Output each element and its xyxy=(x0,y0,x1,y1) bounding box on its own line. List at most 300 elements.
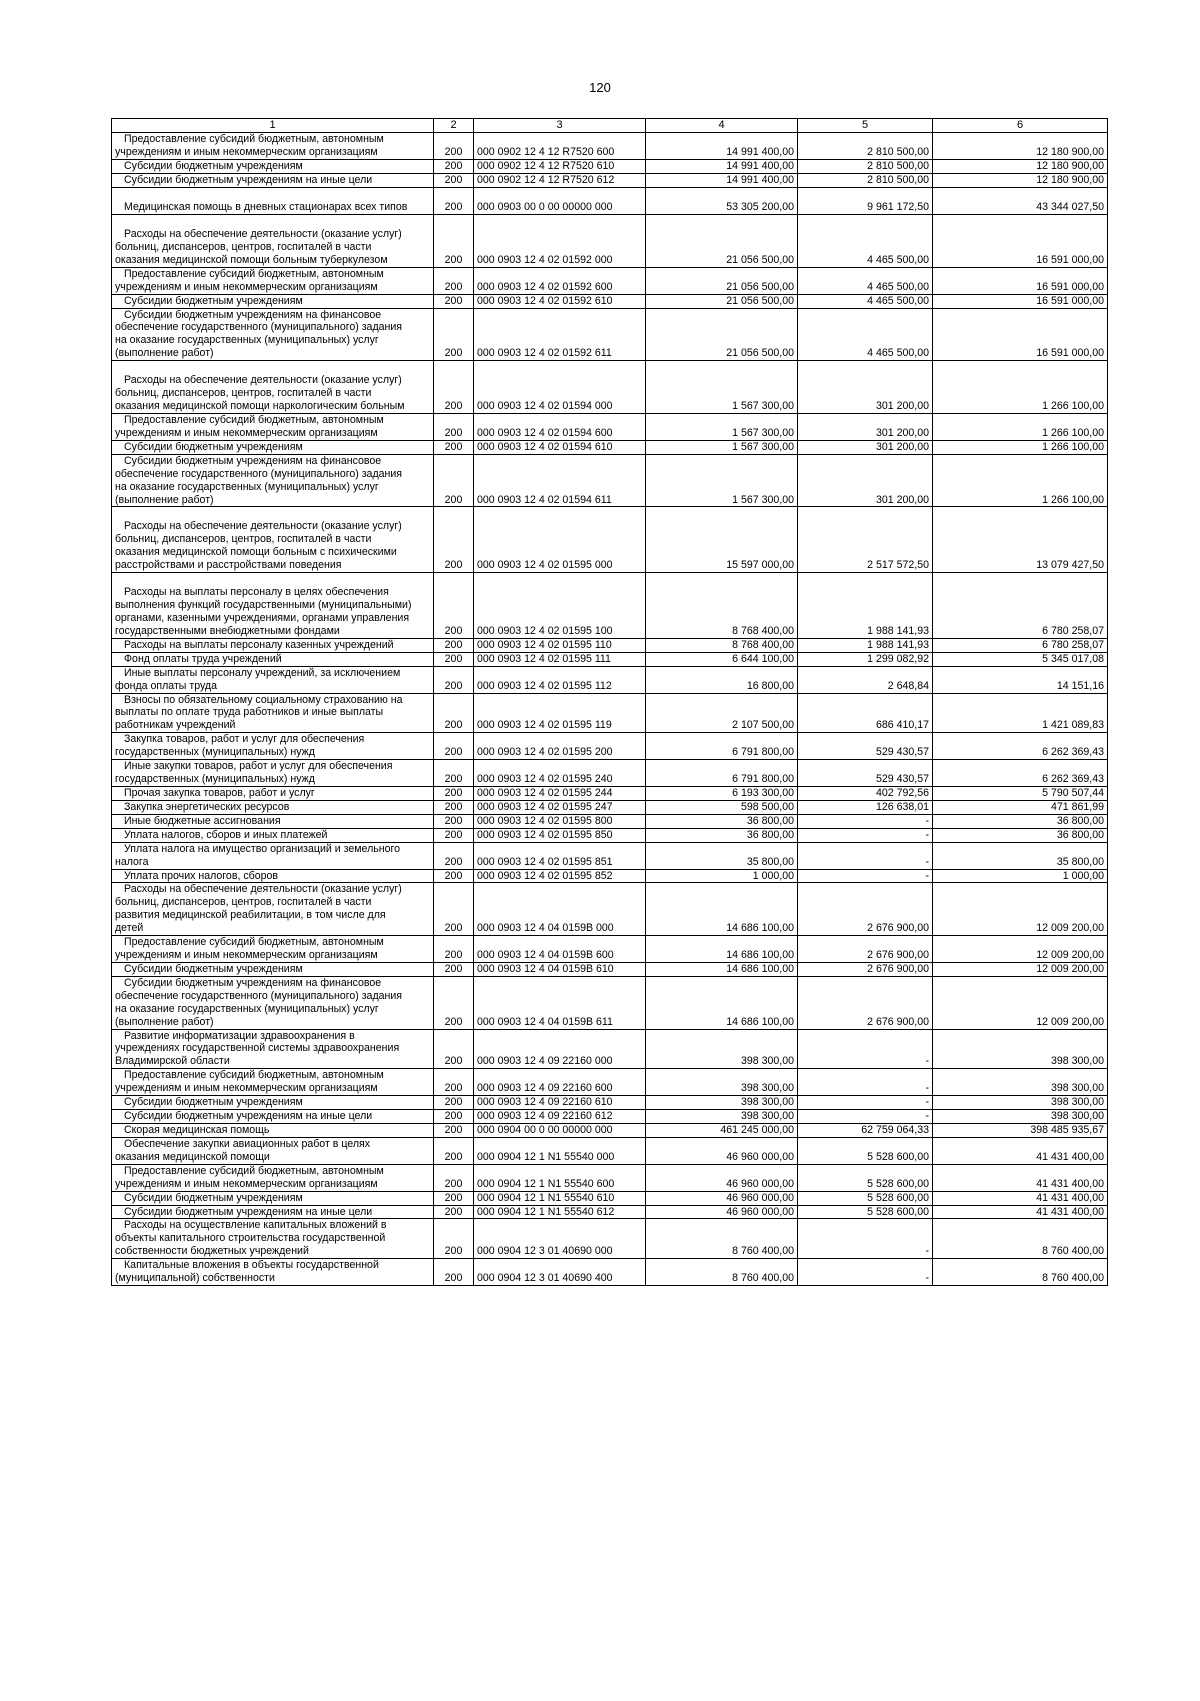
row-unexecuted-amount: 16 591 000,00 xyxy=(933,215,1108,268)
row-executed-amount: 4 465 500,00 xyxy=(798,267,933,294)
row-classification-code: 000 0904 00 0 00 00000 000 xyxy=(474,1124,646,1138)
table-body xyxy=(112,133,1108,1286)
row-unexecuted-amount: 6 262 369,43 xyxy=(933,733,1108,760)
row-description-line: Субсидии бюджетным учреждениям xyxy=(124,1191,303,1204)
row-description xyxy=(112,1096,434,1110)
row-description-line: оказания медицинской помощи больным туберкулезом xyxy=(115,253,388,266)
row-classification-code: 000 0903 12 4 02 01595 850 xyxy=(474,828,646,842)
row-classification-code: 000 0902 12 4 12 R7520 610 xyxy=(474,160,646,174)
row-description-line: Субсидии бюджетным учреждениям на финансовое xyxy=(124,976,382,989)
row-approved-amount: 14 991 400,00 xyxy=(646,160,798,174)
row-code: 200 xyxy=(434,666,474,693)
row-description-line: собственности бюджетных учреждений xyxy=(115,1245,309,1258)
row-code: 200 xyxy=(434,936,474,963)
row-unexecuted-amount: 12 180 900,00 xyxy=(933,133,1108,160)
row-executed-amount: 5 528 600,00 xyxy=(798,1164,933,1191)
row-unexecuted-amount: 471 861,99 xyxy=(933,800,1108,814)
row-unexecuted-amount: 12 009 200,00 xyxy=(933,936,1108,963)
row-description-line: государственными внебюджетными фондами xyxy=(115,624,340,637)
table-row xyxy=(112,267,1108,294)
row-description-line: Закупка энергетических ресурсов xyxy=(124,800,290,813)
row-description-line: Предоставление субсидий бюджетным, автономным xyxy=(124,1069,384,1082)
row-executed-amount: 2 810 500,00 xyxy=(798,133,933,160)
row-unexecuted-amount: 1 421 089,83 xyxy=(933,693,1108,733)
row-description xyxy=(112,693,434,733)
row-description-line xyxy=(115,188,430,201)
row-code: 200 xyxy=(434,828,474,842)
row-description xyxy=(112,936,434,963)
row-description-line: выполнения функций государственными (муниципальными) xyxy=(115,599,412,612)
row-description-line: учреждениям и иным некоммерческим организациям xyxy=(115,146,378,159)
table-row xyxy=(112,160,1108,174)
row-unexecuted-amount: 1 000,00 xyxy=(933,869,1108,883)
row-description-line: на оказание государственных (муниципальных) услуг xyxy=(115,480,379,493)
row-code: 200 xyxy=(434,1069,474,1096)
row-description-line xyxy=(115,361,430,374)
row-description-line: обеспечение государственного (муниципального) задания xyxy=(115,321,403,334)
row-description-line: Предоставление субсидий бюджетным, автономным xyxy=(124,1164,384,1177)
row-code: 200 xyxy=(434,786,474,800)
row-description xyxy=(112,573,434,639)
row-description-line: Иные бюджетные ассигнования xyxy=(124,814,281,827)
row-unexecuted-amount: 12 180 900,00 xyxy=(933,160,1108,174)
row-code: 200 xyxy=(434,507,474,573)
row-executed-amount: 4 465 500,00 xyxy=(798,294,933,308)
row-approved-amount: 8 760 400,00 xyxy=(646,1259,798,1286)
row-unexecuted-amount: 16 591 000,00 xyxy=(933,267,1108,294)
row-code: 200 xyxy=(434,652,474,666)
row-classification-code: 000 0904 12 1 N1 55540 000 xyxy=(474,1137,646,1164)
row-classification-code: 000 0902 12 4 12 R7520 600 xyxy=(474,133,646,160)
row-classification-code: 000 0904 12 1 N1 55540 610 xyxy=(474,1191,646,1205)
table-row xyxy=(112,133,1108,160)
row-description xyxy=(112,1191,434,1205)
row-description-line: Уплата налога на имущество организаций и земельного xyxy=(124,842,401,855)
row-executed-amount: 301 200,00 xyxy=(798,361,933,414)
row-description-line: (выполнение работ) xyxy=(115,1015,214,1028)
row-classification-code: 000 0903 12 4 02 01595 200 xyxy=(474,733,646,760)
row-approved-amount: 6 791 800,00 xyxy=(646,733,798,760)
row-approved-amount: 46 960 000,00 xyxy=(646,1164,798,1191)
table-row xyxy=(112,1124,1108,1138)
row-description xyxy=(112,188,434,215)
row-executed-amount: 2 676 900,00 xyxy=(798,962,933,976)
row-code: 200 xyxy=(434,573,474,639)
row-description-line: государственных (муниципальных) нужд xyxy=(115,773,315,786)
row-description-line xyxy=(115,507,430,520)
row-code: 200 xyxy=(434,361,474,414)
row-executed-amount: 301 200,00 xyxy=(798,440,933,454)
row-description xyxy=(112,361,434,414)
row-description-line: детей xyxy=(115,922,144,935)
table-row xyxy=(112,693,1108,733)
row-description xyxy=(112,652,434,666)
row-classification-code: 000 0903 12 4 02 01594 611 xyxy=(474,454,646,507)
row-description-line: Расходы на обеспечение деятельности (оказание услуг) xyxy=(124,883,402,896)
row-executed-amount: - xyxy=(798,1259,933,1286)
row-description xyxy=(112,733,434,760)
table-row xyxy=(112,869,1108,883)
row-classification-code: 000 0903 12 4 02 01595 112 xyxy=(474,666,646,693)
row-executed-amount: 1 988 141,93 xyxy=(798,573,933,639)
row-code: 200 xyxy=(434,976,474,1029)
row-executed-amount: - xyxy=(798,1096,933,1110)
row-description-line: Иные выплаты персоналу учреждений, за исключением xyxy=(124,666,401,679)
row-description-line: учреждениям и иным некоммерческим организациям xyxy=(115,280,378,293)
row-approved-amount: 53 305 200,00 xyxy=(646,188,798,215)
row-description-line: Субсидии бюджетным учреждениям на иные цели xyxy=(124,1205,373,1218)
row-code: 200 xyxy=(434,308,474,361)
row-description xyxy=(112,786,434,800)
row-executed-amount: - xyxy=(798,842,933,869)
row-approved-amount: 6 193 300,00 xyxy=(646,786,798,800)
row-description-line: Уплата налогов, сборов и иных платежей xyxy=(124,828,328,841)
row-code: 200 xyxy=(434,440,474,454)
row-approved-amount: 1 567 300,00 xyxy=(646,361,798,414)
table-row xyxy=(112,188,1108,215)
row-executed-amount: 301 200,00 xyxy=(798,414,933,441)
row-approved-amount: 6 791 800,00 xyxy=(646,760,798,787)
row-classification-code: 000 0903 12 4 04 0159В 000 xyxy=(474,883,646,936)
row-classification-code: 000 0903 12 4 02 01594 600 xyxy=(474,414,646,441)
row-classification-code: 000 0903 12 4 02 01595 119 xyxy=(474,693,646,733)
row-code: 200 xyxy=(434,962,474,976)
row-unexecuted-amount: 35 800,00 xyxy=(933,842,1108,869)
row-approved-amount: 398 300,00 xyxy=(646,1110,798,1124)
row-classification-code: 000 0903 12 4 02 01595 852 xyxy=(474,869,646,883)
row-code: 200 xyxy=(434,174,474,188)
row-description xyxy=(112,883,434,936)
row-unexecuted-amount: 1 266 100,00 xyxy=(933,361,1108,414)
table-row xyxy=(112,1110,1108,1124)
row-executed-amount: - xyxy=(798,1029,933,1069)
row-description xyxy=(112,174,434,188)
row-classification-code: 000 0903 12 4 02 01592 610 xyxy=(474,294,646,308)
row-executed-amount: 1 988 141,93 xyxy=(798,638,933,652)
row-description-line: Субсидии бюджетным учреждениям на иные цели xyxy=(124,174,373,187)
table-row xyxy=(112,1029,1108,1069)
row-classification-code: 000 0903 12 4 09 22160 600 xyxy=(474,1069,646,1096)
row-approved-amount: 14 686 100,00 xyxy=(646,883,798,936)
row-approved-amount: 21 056 500,00 xyxy=(646,215,798,268)
row-description-line: Субсидии бюджетным учреждениям xyxy=(124,440,303,453)
row-executed-amount: 5 528 600,00 xyxy=(798,1137,933,1164)
header-col-2: 2 xyxy=(434,119,474,133)
row-unexecuted-amount: 398 300,00 xyxy=(933,1069,1108,1096)
row-description-line: учреждениям и иным некоммерческим организациям xyxy=(115,1082,378,1095)
row-description-line: (выполнение работ) xyxy=(115,347,214,360)
row-approved-amount: 2 107 500,00 xyxy=(646,693,798,733)
table-row xyxy=(112,573,1108,639)
row-classification-code: 000 0903 12 4 02 01595 240 xyxy=(474,760,646,787)
row-description-line: работникам учреждений xyxy=(115,719,236,732)
row-code: 200 xyxy=(434,1137,474,1164)
row-approved-amount: 1 567 300,00 xyxy=(646,440,798,454)
row-unexecuted-amount: 398 300,00 xyxy=(933,1029,1108,1069)
row-classification-code: 000 0903 12 4 02 01595 111 xyxy=(474,652,646,666)
table-row xyxy=(112,294,1108,308)
row-executed-amount: 2 810 500,00 xyxy=(798,174,933,188)
row-code: 200 xyxy=(434,1259,474,1286)
row-unexecuted-amount: 16 591 000,00 xyxy=(933,294,1108,308)
row-executed-amount: - xyxy=(798,828,933,842)
row-executed-amount: 301 200,00 xyxy=(798,454,933,507)
row-description-line: учреждениям и иным некоммерческим организациям xyxy=(115,1177,378,1190)
row-description xyxy=(112,507,434,573)
table-row xyxy=(112,733,1108,760)
row-unexecuted-amount: 6 780 258,07 xyxy=(933,573,1108,639)
row-unexecuted-amount: 1 266 100,00 xyxy=(933,440,1108,454)
row-code: 200 xyxy=(434,454,474,507)
row-description-line: органами, казенными учреждениями, органами управления xyxy=(115,611,410,624)
row-approved-amount: 8 760 400,00 xyxy=(646,1219,798,1259)
row-code: 200 xyxy=(434,814,474,828)
row-description xyxy=(112,976,434,1029)
row-description-line: Развитие информатизации здравоохранения в xyxy=(124,1029,355,1042)
row-approved-amount: 16 800,00 xyxy=(646,666,798,693)
row-description-line: Уплата прочих налогов, сборов xyxy=(124,869,279,882)
row-unexecuted-amount: 41 431 400,00 xyxy=(933,1191,1108,1205)
row-unexecuted-amount: 43 344 027,50 xyxy=(933,188,1108,215)
row-description xyxy=(112,869,434,883)
row-code: 200 xyxy=(434,414,474,441)
row-classification-code: 000 0903 00 0 00 00000 000 xyxy=(474,188,646,215)
row-approved-amount: 46 960 000,00 xyxy=(646,1191,798,1205)
header-col-5: 5 xyxy=(798,119,933,133)
row-executed-amount: - xyxy=(798,1110,933,1124)
row-executed-amount: - xyxy=(798,1069,933,1096)
table-row xyxy=(112,842,1108,869)
table-row xyxy=(112,1164,1108,1191)
row-description-line: Субсидии бюджетным учреждениям на финансовое xyxy=(124,308,382,321)
row-unexecuted-amount: 12 180 900,00 xyxy=(933,174,1108,188)
row-classification-code: 000 0903 12 4 02 01595 247 xyxy=(474,800,646,814)
row-approved-amount: 14 686 100,00 xyxy=(646,976,798,1029)
row-description xyxy=(112,962,434,976)
table-row xyxy=(112,936,1108,963)
row-executed-amount: 1 299 082,92 xyxy=(798,652,933,666)
row-code: 200 xyxy=(434,133,474,160)
row-description-line: (выполнение работ) xyxy=(115,493,214,506)
row-unexecuted-amount: 398 485 935,67 xyxy=(933,1124,1108,1138)
row-approved-amount: 6 644 100,00 xyxy=(646,652,798,666)
table-row xyxy=(112,308,1108,361)
row-code: 200 xyxy=(434,1096,474,1110)
row-code: 200 xyxy=(434,800,474,814)
row-approved-amount: 1 000,00 xyxy=(646,869,798,883)
row-code: 200 xyxy=(434,267,474,294)
row-description xyxy=(112,842,434,869)
row-code: 200 xyxy=(434,1191,474,1205)
table-row xyxy=(112,800,1108,814)
row-description-line: Субсидии бюджетным учреждениям xyxy=(124,1096,303,1109)
row-classification-code: 000 0903 12 4 02 01595 100 xyxy=(474,573,646,639)
row-executed-amount: 5 528 600,00 xyxy=(798,1191,933,1205)
row-executed-amount: 126 638,01 xyxy=(798,800,933,814)
table-row xyxy=(112,215,1108,268)
row-description-line: Субсидии бюджетным учреждениям на финансовое xyxy=(124,454,382,467)
row-description xyxy=(112,215,434,268)
row-description-line xyxy=(115,573,430,586)
table-row xyxy=(112,666,1108,693)
row-description-line: налога xyxy=(115,855,149,868)
row-unexecuted-amount: 398 300,00 xyxy=(933,1110,1108,1124)
row-code: 200 xyxy=(434,760,474,787)
table-row xyxy=(112,1205,1108,1219)
table-row xyxy=(112,883,1108,936)
row-description-line: государственных (муниципальных) нужд xyxy=(115,746,315,759)
row-unexecuted-amount: 5 345 017,08 xyxy=(933,652,1108,666)
row-code: 200 xyxy=(434,160,474,174)
row-approved-amount: 46 960 000,00 xyxy=(646,1137,798,1164)
row-approved-amount: 35 800,00 xyxy=(646,842,798,869)
row-unexecuted-amount: 8 760 400,00 xyxy=(933,1259,1108,1286)
table-row xyxy=(112,1191,1108,1205)
row-approved-amount: 14 686 100,00 xyxy=(646,962,798,976)
row-code: 200 xyxy=(434,638,474,652)
row-code: 200 xyxy=(434,842,474,869)
table-row xyxy=(112,454,1108,507)
row-description-line: Предоставление субсидий бюджетным, автономным xyxy=(124,133,384,146)
row-classification-code: 000 0903 12 4 04 0159В 611 xyxy=(474,976,646,1029)
row-unexecuted-amount: 398 300,00 xyxy=(933,1096,1108,1110)
row-approved-amount: 398 300,00 xyxy=(646,1029,798,1069)
header-col-3: 3 xyxy=(474,119,646,133)
row-approved-amount: 21 056 500,00 xyxy=(646,308,798,361)
row-description-line: Расходы на выплаты персоналу казенных учреждений xyxy=(124,638,394,651)
table-row xyxy=(112,414,1108,441)
row-description-line: Расходы на обеспечение деятельности (оказание услуг) xyxy=(124,228,402,241)
row-executed-amount: 62 759 064,33 xyxy=(798,1124,933,1138)
row-classification-code: 000 0903 12 4 02 01592 600 xyxy=(474,267,646,294)
row-description-line xyxy=(115,215,430,228)
row-executed-amount: 4 465 500,00 xyxy=(798,308,933,361)
row-executed-amount: 4 465 500,00 xyxy=(798,215,933,268)
table-row xyxy=(112,361,1108,414)
row-description xyxy=(112,160,434,174)
row-unexecuted-amount: 5 790 507,44 xyxy=(933,786,1108,800)
table-row xyxy=(112,786,1108,800)
row-classification-code: 000 0903 12 4 02 01595 851 xyxy=(474,842,646,869)
budget-execution-table xyxy=(111,118,1108,1286)
table-row xyxy=(112,1096,1108,1110)
row-code: 200 xyxy=(434,693,474,733)
row-description xyxy=(112,1259,434,1286)
row-unexecuted-amount: 36 800,00 xyxy=(933,828,1108,842)
row-description-line: (муниципальной) собственности xyxy=(115,1272,275,1285)
row-description-line: Капитальные вложения в объекты государственной xyxy=(124,1259,379,1272)
page-number: 120 xyxy=(589,80,611,95)
row-approved-amount: 21 056 500,00 xyxy=(646,267,798,294)
row-description-line: на оказание государственных (муниципальных) услуг xyxy=(115,334,379,347)
row-description xyxy=(112,666,434,693)
row-classification-code: 000 0904 12 1 N1 55540 612 xyxy=(474,1205,646,1219)
row-approved-amount: 36 800,00 xyxy=(646,828,798,842)
table-row xyxy=(112,962,1108,976)
row-description-line: учреждениях государственной системы здравоохранения xyxy=(115,1042,400,1055)
table-row xyxy=(112,638,1108,652)
table-row xyxy=(112,828,1108,842)
row-description xyxy=(112,1164,434,1191)
row-description-line: Расходы на выплаты персоналу в целях обеспечения xyxy=(124,586,389,599)
row-description-line: больниц, диспансеров, центров, госпиталей в части xyxy=(115,240,372,253)
row-unexecuted-amount: 12 009 200,00 xyxy=(933,976,1108,1029)
row-approved-amount: 15 597 000,00 xyxy=(646,507,798,573)
table-row xyxy=(112,507,1108,573)
row-classification-code: 000 0903 12 4 09 22160 000 xyxy=(474,1029,646,1069)
row-executed-amount: 2 676 900,00 xyxy=(798,976,933,1029)
row-description-line: Иные закупки товаров, работ и услуг для обеспечения xyxy=(124,760,393,773)
row-description-line: Фонд оплаты труда учреждений xyxy=(124,652,282,665)
row-executed-amount: 2 810 500,00 xyxy=(798,160,933,174)
row-description-line: Расходы на осуществление капитальных вложений в xyxy=(124,1219,387,1232)
row-description-line: Субсидии бюджетным учреждениям xyxy=(124,294,303,307)
row-description xyxy=(112,1110,434,1124)
row-description xyxy=(112,440,434,454)
row-description-line: расстройствами и расстройствами поведения xyxy=(115,559,342,572)
row-code: 200 xyxy=(434,1205,474,1219)
row-executed-amount: 2 648,84 xyxy=(798,666,933,693)
row-executed-amount: 529 430,57 xyxy=(798,733,933,760)
row-description xyxy=(112,308,434,361)
row-approved-amount: 8 768 400,00 xyxy=(646,573,798,639)
row-description xyxy=(112,1205,434,1219)
row-unexecuted-amount: 36 800,00 xyxy=(933,814,1108,828)
row-description xyxy=(112,454,434,507)
row-executed-amount: 686 410,17 xyxy=(798,693,933,733)
row-approved-amount: 398 300,00 xyxy=(646,1069,798,1096)
row-unexecuted-amount: 8 760 400,00 xyxy=(933,1219,1108,1259)
row-unexecuted-amount: 13 079 427,50 xyxy=(933,507,1108,573)
row-approved-amount: 8 768 400,00 xyxy=(646,638,798,652)
row-description xyxy=(112,1124,434,1138)
row-description xyxy=(112,800,434,814)
table-row xyxy=(112,976,1108,1029)
row-classification-code: 000 0903 12 4 02 01595 000 xyxy=(474,507,646,573)
row-description-line: на оказание государственных (муниципальных) услуг xyxy=(115,1002,379,1015)
row-classification-code: 000 0903 12 4 02 01595 800 xyxy=(474,814,646,828)
row-description-line: Скорая медицинская помощь xyxy=(124,1124,270,1137)
row-unexecuted-amount: 14 151,16 xyxy=(933,666,1108,693)
row-unexecuted-amount: 41 431 400,00 xyxy=(933,1137,1108,1164)
row-description xyxy=(112,414,434,441)
row-description xyxy=(112,1219,434,1259)
row-classification-code: 000 0902 12 4 12 R7520 612 xyxy=(474,174,646,188)
row-description-line: Предоставление субсидий бюджетным, автономным xyxy=(124,414,384,426)
row-description-line: Владимирской области xyxy=(115,1055,230,1068)
table-row xyxy=(112,174,1108,188)
row-code: 200 xyxy=(434,1124,474,1138)
row-description xyxy=(112,638,434,652)
row-classification-code: 000 0903 12 4 02 01592 000 xyxy=(474,215,646,268)
row-description-line: больниц, диспансеров, центров, госпиталей в части xyxy=(115,387,372,400)
row-code: 200 xyxy=(434,1164,474,1191)
row-unexecuted-amount: 6 780 258,07 xyxy=(933,638,1108,652)
row-code: 200 xyxy=(434,883,474,936)
row-description-line: Взносы по обязательному социальному страхованию на xyxy=(124,693,403,706)
row-description xyxy=(112,1069,434,1096)
row-description xyxy=(112,760,434,787)
row-code: 200 xyxy=(434,1029,474,1069)
row-description xyxy=(112,267,434,294)
row-code: 200 xyxy=(434,188,474,215)
table-row xyxy=(112,1137,1108,1164)
row-executed-amount: - xyxy=(798,814,933,828)
row-approved-amount: 1 567 300,00 xyxy=(646,414,798,441)
table-row xyxy=(112,760,1108,787)
row-executed-amount: 402 792,56 xyxy=(798,786,933,800)
row-description-line: фонда оплаты труда xyxy=(115,679,217,692)
